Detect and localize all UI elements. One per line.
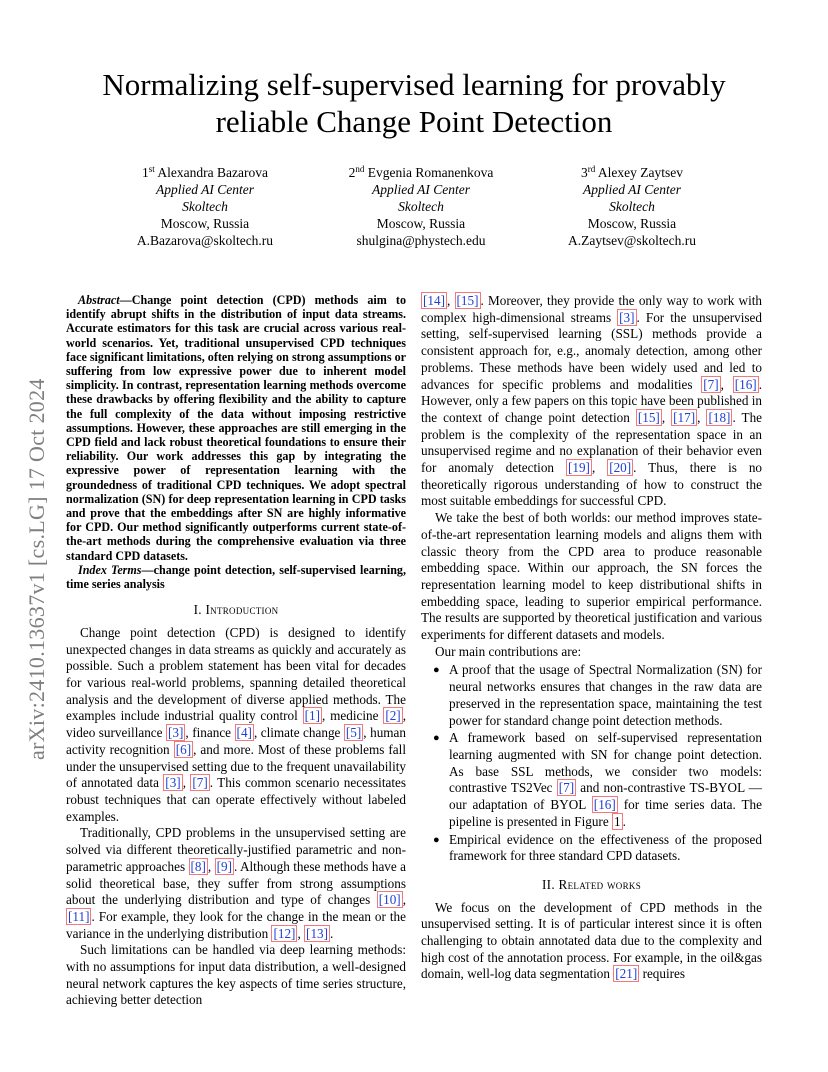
abstract: Abstract—Change point detection (CPD) methods aim to identify abrupt shifts in the distribution of input data streams. Accurate estimators for this task are crucial across various real-world scenarios. Yet, traditional unsupervised CPD techniques face significant limitations, often relying on strong assumptions or suffering from low expressive power due to inherent model simplicity. In contrast, representation learning methods overcome these drawbacks by offering flexibility and the ability to capture the full complexity of the data without imposing restrictive assumptions. However, these approaches are still emerging in the CPD field and lack robust theoretical foundations to ensure their reliability. Our work addresses this gap by integrating the expressive power of representation learning with the groundedness of traditional CPD techniques. We adopt spectral normalization (SN) for deep representation learning in CPD tasks and prove that the embeddings after SN are highly informative for CPD. Our method significantly outperforms current state-of-the-art methods during the comprehensive evaluation via three standard CPD datasets. Index Terms—change point detection, self-supervised learning, time series analysis xyxy=(66,293,407,592)
author-name: 2nd Evgenia Romanenkova xyxy=(348,164,494,180)
citation-link[interactable]: [17] xyxy=(673,409,696,425)
citation-link[interactable]: [13] xyxy=(306,925,329,941)
author-email: A.Zaytsev@skoltech.ru xyxy=(568,233,696,248)
related-paragraph-1: We focus on the development of CPD methods in the unsupervised setting. It is of particular interest since it is often challenging to obtain annotated data due to the complexity and high cost of the annotation process. For example, in the oil&gas domain, well-log data segmentation [21] requires xyxy=(421,899,762,982)
citation-link[interactable]: [21] xyxy=(615,966,638,982)
citation-link[interactable]: [18] xyxy=(708,409,731,425)
citation-link[interactable]: [3] xyxy=(168,725,184,741)
author-2 xyxy=(321,164,521,249)
citation-link[interactable]: [11] xyxy=(68,908,90,924)
arxiv-identifier-stamp: arXiv:2410.13637v1 [cs.LG] 17 Oct 2024 xyxy=(24,378,49,760)
intro-paragraph-4: We take the best of both worlds: our method improves state-of-the-art representation learning models and aligns them with classic theory from the CPD area to produce reasonable embedding space. Within our approach, the SN forces the representation learning model to keep distributional shifts in embedding space, leading to superior empirical performance. The results are supported by theoretical justification and various experiments for different datasets and models. xyxy=(421,510,762,643)
citation-link[interactable]: [14] xyxy=(423,293,445,308)
author-institution: Skoltech xyxy=(609,199,655,214)
author-institution: Skoltech xyxy=(398,199,444,214)
section-heading-related-works: II. Related works xyxy=(541,876,642,892)
list-item: ● A framework based on self-supervised representation learning augmented with SN for change point detection. As base SSL methods, we consider two models: contrastive TS2Vec [7] and non-contrastive TS-BYOL — our adaptation of BYOL [16] for time series data. The pipeline is presented in Figure 1 . xyxy=(433,730,763,829)
paper-title: Normalizing self-supervised learning for provably reliable Change Point Detection xyxy=(102,67,726,139)
author-email: A.Bazarova@skoltech.ru xyxy=(136,233,274,248)
list-item: ● Empirical evidence on the effectiveness of the proposed framework for three standard CPD datasets. xyxy=(433,831,762,864)
author-affiliation: Applied AI Center xyxy=(583,182,681,197)
author-institution: Skoltech xyxy=(182,199,228,214)
intro-paragraph-3-continued: [14] , [15] . Moreover, they provide the only way to work with complex high-dimensional streams [3] . For the unsupervised setting, self-supervised learning (SSL) methods provide a consistent approach for, e.g., anomaly detection, among other problems. These methods have been widely used and led to advances for specific problems and modalities [7] , [16] . However, only a few papers on this topic have been published in the context of change point detection [15] , [17] , [18] . The problem is the complexity of the representation space in an unsupervised regime and no explanation of their behavior even for anomaly detection [19] , [20] . Thus, there is no theoretically rigorous understanding of how to construct the most suitable embeddings for successful CPD. xyxy=(421,293,763,509)
author-affiliation: Applied AI Center xyxy=(156,182,254,197)
author-city: Moscow, Russia xyxy=(376,216,466,231)
right-column xyxy=(421,293,762,983)
author-3 xyxy=(532,164,732,249)
citation-link[interactable]: [7] xyxy=(558,780,575,796)
intro-paragraph-3-start: Such limitations can be handled via deep learning methods: with no assumptions for input data distribution, a well-designed neural network captures the key aspects of time series structure, achieving better detection xyxy=(66,942,406,1008)
author-name: 1st Alexandra Bazarova xyxy=(142,164,268,180)
citation-link[interactable]: [9] xyxy=(216,858,233,874)
figure-reference-link[interactable]: 1 xyxy=(613,813,621,829)
author-city: Moscow, Russia xyxy=(587,216,677,231)
author-name: 3rd Alexey Zaytsev xyxy=(581,164,683,180)
intro-paragraph-1: Change point detection (CPD) is designed to identify unexpected changes in data streams as quickly and accurately as possible. Such a problem statement has been vital for decades for various real-world problems, spanning detailed theoretical analysis and the development of diverse applied methods. The examples include industrial quality control [1] , medicine [2] , video surveillance [3] , finance [4] , climate change [5] , human activity recognition [6] , and more. Most of these problems fall under the unsupervised setting due to the frequent unavailability of annotated data [3] , [7] . This common scenario necessitates robust techniques that can operate effectively without labeled examples. xyxy=(66,624,406,824)
author-email: shulgina@phystech.edu xyxy=(356,233,486,248)
intro-paragraph-2: Traditionally, CPD problems in the unsupervised setting are solved via different theoretically-justified parametric and non-parametric approaches [8] , [9] . Although these methods have a solid theoretical base, they suffer from strong assumptions about the underlying distribution and type of changes [10] , [11] . For example, they look for the change in the mean or the variance in the underlying distribution [12] , [13] . xyxy=(66,825,407,941)
citation-link[interactable]: [3] xyxy=(619,309,635,325)
citation-link[interactable]: [15] xyxy=(637,409,660,425)
citation-link[interactable]: [2] xyxy=(385,708,401,724)
citation-link[interactable]: [12] xyxy=(273,925,296,941)
citation-link[interactable]: [19] xyxy=(567,460,590,476)
author-city: Moscow, Russia xyxy=(160,216,250,231)
citation-link[interactable]: [3] xyxy=(165,775,181,791)
index-terms: Index Terms—change point detection, self-supervised learning, time series analysis xyxy=(66,562,407,592)
citation-link[interactable]: [10] xyxy=(378,892,401,908)
list-item: ● A proof that the usage of Spectral Normalization (SN) for neural networks ensures that changes in the raw data are preserved in the representation space, maintaining the test power for standard change point detection methods. xyxy=(433,662,762,728)
citation-link[interactable]: [7] xyxy=(192,775,208,791)
left-column xyxy=(66,293,406,1009)
bullet-icon: ● xyxy=(433,664,440,677)
bullet-icon: ● xyxy=(433,732,440,745)
contributions-list xyxy=(421,662,762,864)
citation-link[interactable]: [4] xyxy=(236,725,252,741)
citation-link[interactable]: [6] xyxy=(175,741,192,757)
citation-link[interactable]: [15] xyxy=(456,293,479,308)
author-affiliation: Applied AI Center xyxy=(372,182,470,197)
author-1 xyxy=(105,164,305,249)
section-heading-introduction: I. Introduction xyxy=(193,602,279,618)
bullet-icon: ● xyxy=(433,833,440,846)
citation-link[interactable]: [7] xyxy=(703,376,719,392)
contributions-intro: Our main contributions are: xyxy=(435,643,582,659)
citation-link[interactable]: [8] xyxy=(190,858,206,874)
citation-link[interactable]: [20] xyxy=(609,460,632,476)
citation-link[interactable]: [5] xyxy=(345,725,362,741)
citation-link[interactable]: [1] xyxy=(304,708,320,724)
citation-link[interactable]: [16] xyxy=(734,376,757,392)
citation-link[interactable]: [16] xyxy=(593,797,616,813)
